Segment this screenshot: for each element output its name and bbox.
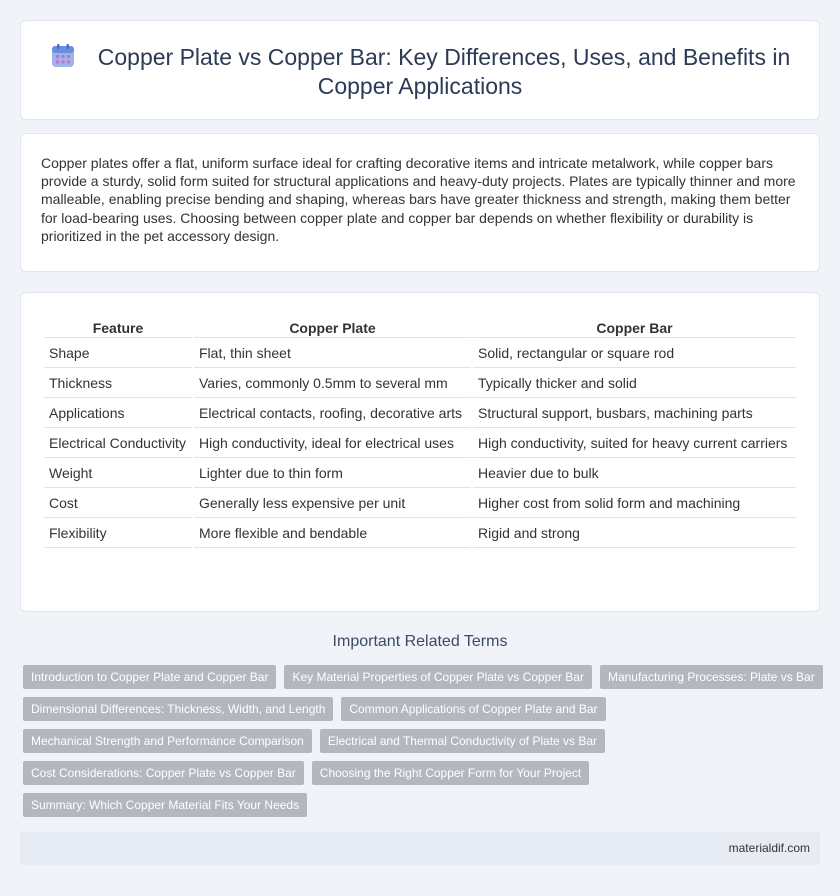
feature-cell: Electrical Conductivity: [44, 430, 192, 458]
footer-site-link[interactable]: materialdif.com: [728, 841, 810, 855]
plate-cell: Flat, thin sheet: [194, 340, 471, 368]
header-feature: Feature: [44, 319, 192, 338]
header-copper-bar: Copper Bar: [473, 319, 796, 338]
related-term-tag[interactable]: Dimensional Differences: Thickness, Width, and Length: [23, 697, 333, 721]
comparison-table-card: [20, 292, 820, 612]
feature-cell: Shape: [44, 340, 192, 368]
tag-row: [23, 729, 823, 753]
bar-cell: Typically thicker and solid: [473, 370, 796, 398]
plate-cell: Lighter due to thin form: [194, 460, 471, 488]
table-row: [44, 460, 796, 488]
tag-row: [23, 793, 823, 817]
bar-cell: High conductivity, suited for heavy current carriers: [473, 430, 796, 458]
intro-paragraph: Copper plates offer a flat, uniform surface ideal for crafting decorative items and intricate metalwork, while copper bars provide a sturdy, solid form suited for structural applications and heavy-duty projects. Plates are typically thinner and more malleable, enabling precise bending and shaping, whereas bars have greater thickness and strength, making them better for load-bearing uses. Choosing between copper plate and copper bar depends on whether flexibility or durability is prioritized in the pet accessory design.: [41, 155, 796, 244]
related-term-tag[interactable]: Electrical and Thermal Conductivity of Plate vs Bar: [320, 729, 605, 753]
tag-row: [23, 665, 823, 689]
bar-cell: Structural support, busbars, machining parts: [473, 400, 796, 428]
related-term-tag[interactable]: Key Material Properties of Copper Plate vs Copper Bar: [284, 665, 591, 689]
intro-card: [20, 133, 820, 272]
feature-cell: Cost: [44, 490, 192, 518]
tag-row: [23, 761, 823, 785]
related-term-tag[interactable]: Summary: Which Copper Material Fits Your Needs: [23, 793, 307, 817]
title-wrap: [21, 43, 819, 101]
plate-cell: Electrical contacts, roofing, decorative arts: [194, 400, 471, 428]
tag-row: [23, 697, 823, 721]
header-card: [20, 20, 820, 120]
plate-cell: More flexible and bendable: [194, 520, 471, 548]
feature-cell: Applications: [44, 400, 192, 428]
table-row: [44, 490, 796, 518]
related-term-tag[interactable]: Introduction to Copper Plate and Copper Bar: [23, 665, 276, 689]
related-term-tag[interactable]: Manufacturing Processes: Plate vs Bar: [600, 665, 823, 689]
header-copper-plate: Copper Plate: [194, 319, 471, 338]
table-row: [44, 340, 796, 368]
page-title: [41, 43, 799, 101]
feature-cell: Thickness: [44, 370, 192, 398]
bar-cell: Rigid and strong: [473, 520, 796, 548]
related-term-tag[interactable]: Cost Considerations: Copper Plate vs Copper Bar: [23, 761, 304, 785]
plate-cell: High conductivity, ideal for electrical uses: [194, 430, 471, 458]
bar-cell: Higher cost from solid form and machining: [473, 490, 796, 518]
table-row: [44, 430, 796, 458]
table-header-row: [44, 319, 796, 338]
related-term-tag[interactable]: Common Applications of Copper Plate and Bar: [341, 697, 605, 721]
table-row: [44, 400, 796, 428]
bar-cell: Heavier due to bulk: [473, 460, 796, 488]
footer: [20, 832, 820, 865]
related-term-tag[interactable]: Choosing the Right Copper Form for Your Project: [312, 761, 589, 785]
table-row: [44, 370, 796, 398]
plate-cell: Varies, commonly 0.5mm to several mm: [194, 370, 471, 398]
table-row: [44, 520, 796, 548]
page-title-text: Copper Plate vs Copper Bar: Key Differences, Uses, and Benefits in Copper Applications: [97, 44, 791, 99]
feature-cell: Flexibility: [44, 520, 192, 548]
bar-cell: Solid, rectangular or square rod: [473, 340, 796, 368]
plate-cell: Generally less expensive per unit: [194, 490, 471, 518]
comparison-table: [42, 317, 798, 550]
related-term-tag[interactable]: Mechanical Strength and Performance Comparison: [23, 729, 312, 753]
feature-cell: Weight: [44, 460, 192, 488]
related-terms-tags: [23, 665, 823, 825]
calendar-icon: [50, 43, 76, 69]
related-terms-title: Important Related Terms: [332, 633, 508, 650]
